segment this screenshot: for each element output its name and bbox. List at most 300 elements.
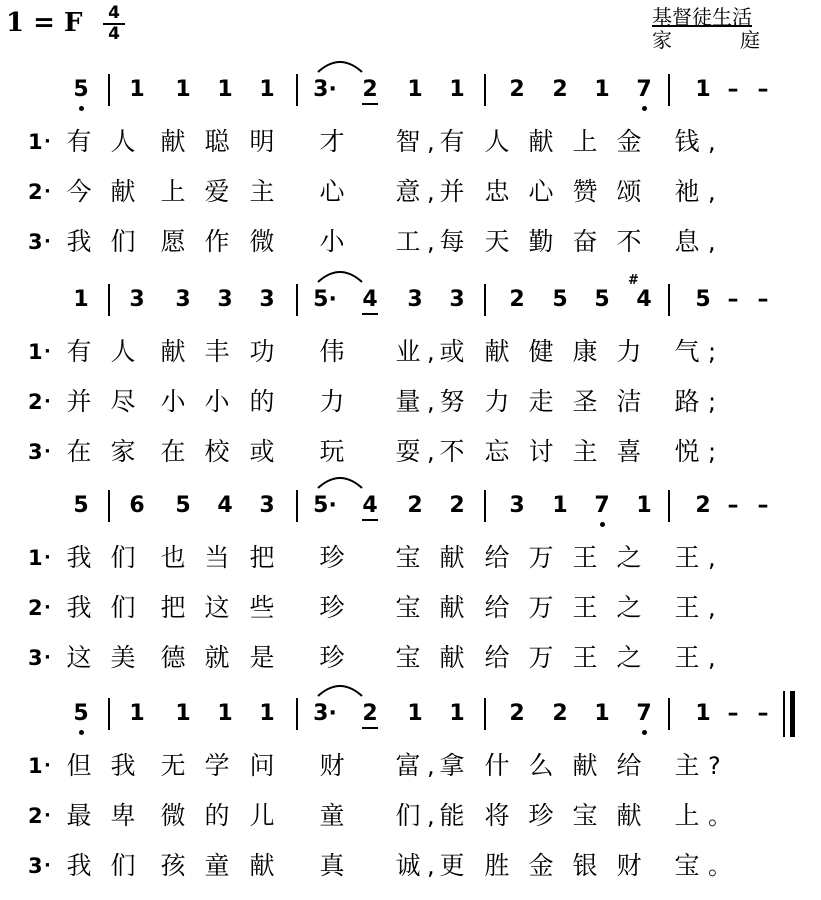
note: 1: [217, 77, 233, 102]
lyric-punct: ,: [708, 544, 716, 572]
lyric-char: 心: [319, 177, 345, 206]
lyric-char: 金: [528, 851, 554, 880]
lyric-char: 努: [439, 387, 465, 416]
barline: [668, 284, 670, 316]
lyric-char: 什: [484, 751, 510, 780]
lyric-char: 尽: [110, 387, 136, 416]
note: 6: [129, 493, 145, 518]
lyric-char: 献: [572, 751, 598, 780]
verse-number: 3: [28, 646, 43, 670]
lyric-punct: ,: [708, 228, 716, 256]
note: 1: [175, 77, 191, 102]
lyric-char: 之: [616, 543, 642, 572]
note: 2: [695, 493, 711, 518]
lyric-char: 但: [66, 751, 92, 780]
lyric-punct: ,: [708, 594, 716, 622]
octave-dot: [79, 106, 84, 111]
verse-dot: ·: [44, 181, 51, 202]
lyric-punct: ;: [708, 388, 717, 416]
note: 5: [66, 72, 96, 108]
eighth-underline: [362, 313, 378, 315]
lyric-char: 问: [249, 751, 275, 780]
lyric-char: 诚: [395, 851, 421, 880]
lyric-char: 人: [110, 337, 136, 366]
barline: [296, 698, 298, 730]
hold-dash: –: [757, 493, 769, 518]
lyric-char: 圣: [572, 387, 598, 416]
hold-dash: –: [727, 701, 739, 726]
octave-dot: [642, 106, 647, 111]
verse-dot: ·: [44, 597, 51, 618]
lyric-char: 工: [395, 227, 421, 256]
lyric-char: 或: [249, 437, 275, 466]
note: 1: [636, 493, 652, 518]
note: 1: [407, 701, 423, 726]
lyric-char: 之: [616, 593, 642, 622]
note: 3: [129, 287, 145, 312]
lyric-char: 珍: [319, 543, 345, 572]
note: 3·: [313, 701, 337, 726]
lyric-char: 们: [110, 543, 136, 572]
lyric-line: [0, 796, 821, 836]
verse-dot: ·: [44, 755, 51, 776]
verse-dot: ·: [44, 341, 51, 362]
note: 1: [259, 701, 275, 726]
note: 2: [449, 493, 465, 518]
lyric-char: 才: [319, 127, 345, 156]
key-signature: 1 = F: [6, 8, 83, 38]
lyric-char: 宝: [395, 543, 421, 572]
note: 7: [587, 488, 617, 524]
lyric-char: 王: [674, 543, 700, 572]
note: 2: [509, 701, 525, 726]
lyric-char: 上: [160, 177, 186, 206]
lyric-char: 不: [616, 227, 642, 256]
lyric-char: 献: [249, 851, 275, 880]
source-credit: [652, 6, 760, 52]
lyric-char: 献: [616, 801, 642, 830]
note: 2: [552, 77, 568, 102]
lyric-char: 们: [110, 227, 136, 256]
lyric-char: 银: [572, 851, 598, 880]
note: 5·: [313, 287, 337, 312]
note: 3·: [313, 77, 337, 102]
note: 3: [217, 287, 233, 312]
lyric-char: 校: [204, 437, 230, 466]
lyric-char: 忠: [484, 177, 510, 206]
lyric-char: 伟: [319, 337, 345, 366]
note: 1: [175, 701, 191, 726]
note: 2: [355, 696, 385, 732]
barline: [296, 490, 298, 522]
lyric-char: 丰: [204, 337, 230, 366]
lyric-char: 在: [160, 437, 186, 466]
note: 5·: [313, 493, 337, 518]
lyric-char: 洁: [616, 387, 642, 416]
verse-dot: ·: [44, 647, 51, 668]
eighth-underline: [362, 103, 378, 105]
lyric-char: 奋: [572, 227, 598, 256]
final-barline-thick: [790, 691, 795, 737]
lyric-char: 或: [439, 337, 465, 366]
time-signature: [103, 4, 125, 44]
lyric-char: 业: [395, 337, 421, 366]
note: 4 #: [628, 273, 652, 312]
note: 1: [73, 287, 89, 312]
lyric-char: 将: [484, 801, 510, 830]
lyric-char: 献: [439, 543, 465, 572]
lyric-char: 气: [674, 337, 700, 366]
hold-dash: –: [727, 287, 739, 312]
lyric-punct: 。: [708, 852, 732, 880]
slur: [316, 472, 364, 490]
lyric-char: 最: [66, 801, 92, 830]
lyric-char: 康: [572, 337, 598, 366]
lyric-char: 王: [572, 593, 598, 622]
lyric-char: 儿: [249, 801, 275, 830]
lyric-char: 给: [616, 751, 642, 780]
meter-bottom: 4: [108, 24, 120, 44]
lyric-char: 每: [439, 227, 465, 256]
lyric-char: 上: [572, 127, 598, 156]
lyric-punct: ,: [427, 388, 435, 416]
note: 5: [695, 287, 711, 312]
eighth-underline: [362, 727, 378, 729]
note: 1: [407, 77, 423, 102]
lyric-punct: ,: [427, 752, 435, 780]
lyric-char: 小: [160, 387, 186, 416]
lyric-char: 童: [204, 851, 230, 880]
barline: [484, 284, 486, 316]
hold-dash: –: [727, 493, 739, 518]
lyric-char: 也: [160, 543, 186, 572]
lyric-char: 微: [249, 227, 275, 256]
lyric-punct: ,: [427, 438, 435, 466]
barline: [668, 74, 670, 106]
lyric-char: 智: [395, 127, 421, 156]
lyric-punct: ,: [427, 338, 435, 366]
lyric-char: 些: [249, 593, 275, 622]
final-barline-thin: [783, 691, 785, 737]
slur: [316, 56, 364, 74]
lyric-char: 意: [395, 177, 421, 206]
note: 7: [629, 696, 659, 732]
lyric-punct: 。: [708, 802, 732, 830]
verse-number: 3: [28, 854, 43, 878]
lyric-char: 王: [674, 593, 700, 622]
lyric-char: 并: [439, 177, 465, 206]
note: 5: [175, 493, 191, 518]
lyric-char: 财: [319, 751, 345, 780]
lyric-char: 王: [572, 643, 598, 672]
lyric-punct: ,: [427, 852, 435, 880]
lyric-char: 喜: [616, 437, 642, 466]
lyric-char: 这: [66, 643, 92, 672]
lyric-line: [0, 638, 821, 678]
lyric-line: [0, 332, 821, 372]
lyric-char: 明: [249, 127, 275, 156]
note: 5: [594, 287, 610, 312]
note: 5: [66, 696, 96, 732]
lyric-char: 赞: [572, 177, 598, 206]
lyric-punct: ,: [427, 178, 435, 206]
lyric-char: 我: [66, 543, 92, 572]
verse-dot: ·: [44, 391, 51, 412]
lyric-char: 童: [319, 801, 345, 830]
lyric-char: 忘: [484, 437, 510, 466]
lyric-char: 献: [160, 337, 186, 366]
octave-dot: [642, 730, 647, 735]
note: 4: [355, 282, 385, 318]
lyric-char: 在: [66, 437, 92, 466]
verse-number: 1: [28, 340, 43, 364]
barline: [108, 284, 110, 316]
lyric-char: 小: [319, 227, 345, 256]
note: 7: [629, 72, 659, 108]
lyric-punct: ,: [427, 128, 435, 156]
lyric-punct: ,: [708, 128, 716, 156]
note: 1: [129, 701, 145, 726]
barline: [296, 74, 298, 106]
note: 3: [407, 287, 423, 312]
notation-row: [0, 696, 821, 732]
barline: [296, 284, 298, 316]
lyric-char: 王: [572, 543, 598, 572]
lyric-char: 么: [528, 751, 554, 780]
lyric-char: 金: [616, 127, 642, 156]
lyric-char: 献: [439, 643, 465, 672]
lyric-line: [0, 382, 821, 422]
barline: [668, 490, 670, 522]
lyric-char: 把: [249, 543, 275, 572]
lyric-char: 量: [395, 387, 421, 416]
note: 1: [217, 701, 233, 726]
lyric-char: 献: [160, 127, 186, 156]
lyric-line: [0, 746, 821, 786]
lyric-line: [0, 122, 821, 162]
lyric-char: 玩: [319, 437, 345, 466]
barline: [484, 698, 486, 730]
lyric-line: [0, 588, 821, 628]
lyric-char: 我: [66, 593, 92, 622]
note: 1: [552, 493, 568, 518]
lyric-punct: ;: [708, 338, 717, 366]
lyric-char: 们: [395, 801, 421, 830]
verse-dot: ·: [44, 855, 51, 876]
verse-number: 2: [28, 804, 43, 828]
lyric-char: 献: [110, 177, 136, 206]
lyric-char: 主: [674, 751, 700, 780]
lyric-char: 无: [160, 751, 186, 780]
source-line-1: 基督徒生活: [652, 5, 752, 29]
lyric-char: 悦: [674, 437, 700, 466]
lyric-char: 拿: [439, 751, 465, 780]
note: 2: [355, 72, 385, 108]
lyric-char: 珍: [528, 801, 554, 830]
lyric-char: 爱: [204, 177, 230, 206]
lyric-char: 并: [66, 387, 92, 416]
lyric-line: [0, 538, 821, 578]
note: 1: [449, 77, 465, 102]
lyric-char: 有: [439, 127, 465, 156]
lyric-char: 今: [66, 177, 92, 206]
lyric-char: 不: [439, 437, 465, 466]
hold-dash: –: [727, 77, 739, 102]
lyric-punct: ?: [708, 752, 721, 780]
lyric-char: 有: [66, 337, 92, 366]
lyric-char: 给: [484, 593, 510, 622]
meter-top: 4: [103, 4, 125, 25]
note: 1: [129, 77, 145, 102]
lyric-char: 讨: [528, 437, 554, 466]
lyric-char: 给: [484, 543, 510, 572]
note: 3: [259, 493, 275, 518]
lyric-char: 力: [484, 387, 510, 416]
note: 4: [355, 488, 385, 524]
source-char-b: 庭: [740, 28, 760, 52]
lyric-char: 胜: [484, 851, 510, 880]
lyric-char: 真: [319, 851, 345, 880]
note: 1: [594, 77, 610, 102]
source-char-a: 家: [652, 28, 672, 52]
notation-row: [0, 72, 821, 108]
lyric-char: 息: [674, 227, 700, 256]
verse-number: 1: [28, 130, 43, 154]
note: 1: [449, 701, 465, 726]
lyric-char: 给: [484, 643, 510, 672]
lyric-char: 心: [528, 177, 554, 206]
octave-dot: [600, 522, 605, 527]
lyric-char: 们: [110, 593, 136, 622]
eighth-underline: [362, 519, 378, 521]
lyric-char: 走: [528, 387, 554, 416]
lyric-char: 富: [395, 751, 421, 780]
lyric-char: 人: [484, 127, 510, 156]
source-line-2: [652, 29, 760, 52]
slur: [316, 680, 364, 698]
slur: [316, 266, 364, 284]
lyric-punct: ,: [708, 644, 716, 672]
verse-number: 1: [28, 754, 43, 778]
note: 5: [552, 287, 568, 312]
lyric-char: 上: [674, 801, 700, 830]
lyric-char: 能: [439, 801, 465, 830]
verse-number: 2: [28, 596, 43, 620]
barline: [108, 698, 110, 730]
hold-dash: –: [757, 701, 769, 726]
note: 3: [449, 287, 465, 312]
lyric-char: 祂: [674, 177, 700, 206]
lyric-char: 珍: [319, 593, 345, 622]
lyric-char: 耍: [395, 437, 421, 466]
lyric-char: 献: [528, 127, 554, 156]
verse-number: 2: [28, 180, 43, 204]
lyric-char: 钱: [674, 127, 700, 156]
lyric-char: 健: [528, 337, 554, 366]
lyric-char: 微: [160, 801, 186, 830]
verse-dot: ·: [44, 441, 51, 462]
lyric-char: 这: [204, 593, 230, 622]
verse-number: 2: [28, 390, 43, 414]
octave-dot: [79, 730, 84, 735]
note: 3: [509, 493, 525, 518]
note: 2: [552, 701, 568, 726]
lyric-char: 我: [66, 227, 92, 256]
verse-number: 3: [28, 440, 43, 464]
lyric-punct: ,: [708, 178, 716, 206]
sharp-sign: #: [628, 273, 639, 288]
lyric-char: 家: [110, 437, 136, 466]
lyric-char: 宝: [572, 801, 598, 830]
lyric-char: 路: [674, 387, 700, 416]
lyric-char: 学: [204, 751, 230, 780]
lyric-char: 我: [66, 851, 92, 880]
lyric-char: 力: [319, 387, 345, 416]
lyric-char: 作: [204, 227, 230, 256]
note: 3: [175, 287, 191, 312]
lyric-char: 万: [528, 543, 554, 572]
notation-row: [0, 488, 821, 524]
lyric-char: 宝: [674, 851, 700, 880]
lyric-char: 献: [484, 337, 510, 366]
verse-dot: ·: [44, 231, 51, 252]
lyric-char: 的: [204, 801, 230, 830]
lyric-char: 功: [249, 337, 275, 366]
lyric-line: [0, 846, 821, 886]
lyric-char: 宝: [395, 593, 421, 622]
lyric-char: 有: [66, 127, 92, 156]
lyric-line: [0, 432, 821, 472]
lyric-char: 是: [249, 643, 275, 672]
lyric-char: 主: [249, 177, 275, 206]
barline: [108, 490, 110, 522]
barline: [484, 490, 486, 522]
lyric-char: 万: [528, 643, 554, 672]
lyric-char: 德: [160, 643, 186, 672]
lyric-char: 当: [204, 543, 230, 572]
lyric-char: 就: [204, 643, 230, 672]
lyric-punct: ,: [427, 802, 435, 830]
lyric-char: 把: [160, 593, 186, 622]
lyric-punct: ;: [708, 438, 717, 466]
note: 5: [73, 493, 89, 518]
lyric-char: 我: [110, 751, 136, 780]
lyric-char: 财: [616, 851, 642, 880]
hold-dash: –: [757, 287, 769, 312]
verse-number: 3: [28, 230, 43, 254]
lyric-char: 宝: [395, 643, 421, 672]
note: 3: [259, 287, 275, 312]
lyric-char: 人: [110, 127, 136, 156]
barline: [108, 74, 110, 106]
lyric-char: 之: [616, 643, 642, 672]
lyric-char: 万: [528, 593, 554, 622]
note: 2: [407, 493, 423, 518]
lyric-char: 天: [484, 227, 510, 256]
note: 2: [509, 287, 525, 312]
lyric-char: 愿: [160, 227, 186, 256]
barline: [668, 698, 670, 730]
lyric-char: 聪: [204, 127, 230, 156]
verse-number: 1: [28, 546, 43, 570]
lyric-char: 献: [439, 593, 465, 622]
note: 4: [217, 493, 233, 518]
note: 1: [594, 701, 610, 726]
notation-row: [0, 273, 821, 318]
lyric-punct: ,: [427, 228, 435, 256]
lyric-char: 颂: [616, 177, 642, 206]
note: 1: [695, 77, 711, 102]
